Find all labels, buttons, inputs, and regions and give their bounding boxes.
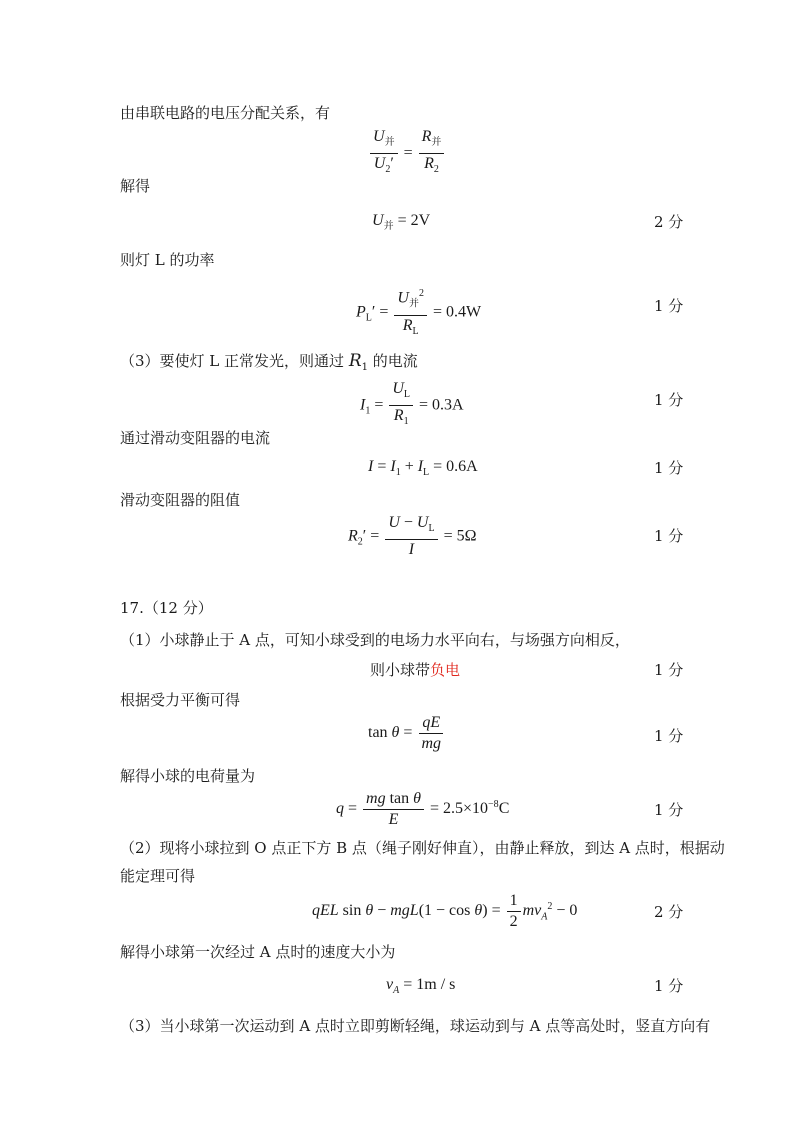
text-rheostat-resistance: 滑动变阻器的阻值 — [120, 491, 241, 509]
score-label: 1 分 — [654, 459, 684, 477]
equation-charge-q: q = $\frac{\text{mg tan θ}}{E}$ = $2.5\times 10^{-8}C$ — [336, 790, 510, 828]
equation-voltage-ratio: $\frac{U_并}{U_2'}$ = $\frac{R_并}{R_2}$ — [368, 128, 446, 179]
text-series-voltage: 由串联电路的电压分配关系，有 — [120, 104, 331, 122]
equation-total-current: $I = I_1 + I_L = 0.6A$ — [368, 458, 478, 479]
score-label: 2 分 — [654, 903, 684, 921]
question-17-heading: 17.（12 分） — [120, 599, 213, 617]
score-label: 1 分 — [654, 727, 684, 745]
text-charge-pre: 则小球带 — [370, 661, 431, 679]
text-lamp-power: 则灯 L 的功率 — [120, 251, 215, 269]
text-part3-intro: （3）要使灯 L 正常发光，则通过 $R_1$ 的电流 — [120, 351, 418, 373]
text-solve-1: 解得 — [120, 177, 151, 195]
score-label: 1 分 — [654, 977, 684, 995]
text-negative-charge: 负电 — [430, 661, 461, 679]
text-charge-sign — [370, 660, 460, 680]
text-part3-question17: （3）当小球第一次运动到 A 点时立即剪断轻绳，球运动到与 A 点等高处时，竖直方向有 — [120, 1017, 711, 1035]
text-part2-line1: （2）现将小球拉到 O 点正下方 B 点（绳子刚好伸直），由静止释放，到达 A 点时，根据动 — [120, 839, 725, 857]
equation-tan-theta: tan θ = $\frac{qE}{mg}$ — [368, 714, 446, 753]
text-solve-velocity: 解得小球第一次经过 A 点时的速度大小为 — [120, 943, 396, 961]
equation-lamp-power: $P_L'$ = $\frac{U_并^2}{R_L}$ = 0.4W — [356, 285, 481, 341]
text-part3-pre: （3）要使灯 L 正常发光，则通过 — [120, 352, 349, 370]
score-label: 1 分 — [654, 391, 684, 409]
equation-energy-theorem: qEL sin θ − mgL(1 − cos θ) = $\frac{1}{2}$ $mv_A^2 - 0$ — [312, 892, 578, 930]
equation-velocity: $v_A = 1m / s$ — [386, 976, 456, 997]
score-label: 1 分 — [654, 801, 684, 819]
text-force-balance: 根据受力平衡可得 — [120, 691, 241, 709]
score-label: 1 分 — [654, 527, 684, 545]
equation-r2: $R_2'$ = $\frac{U - U_L}{I}$ = 5Ω — [348, 514, 477, 559]
text-rheostat-current: 通过滑动变阻器的电流 — [120, 429, 271, 447]
text-part3-post: 的电流 — [368, 352, 418, 370]
score-label: 1 分 — [654, 661, 684, 679]
text-part1: （1）小球静止于 A 点，可知小球受到的电场力水平向右，与场强方向相反， — [120, 631, 630, 649]
text-part2-line2: 能定理可得 — [120, 867, 196, 885]
score-label: 2 分 — [654, 213, 684, 231]
equation-u-parallel: $U_并 = 2V$ — [372, 212, 431, 233]
score-label: 1 分 — [654, 297, 684, 315]
text-solve-charge: 解得小球的电荷量为 — [120, 767, 256, 785]
equation-i1: $I_1$ = $\frac{U_L}{R_1}$ = 0.3A — [360, 380, 464, 428]
